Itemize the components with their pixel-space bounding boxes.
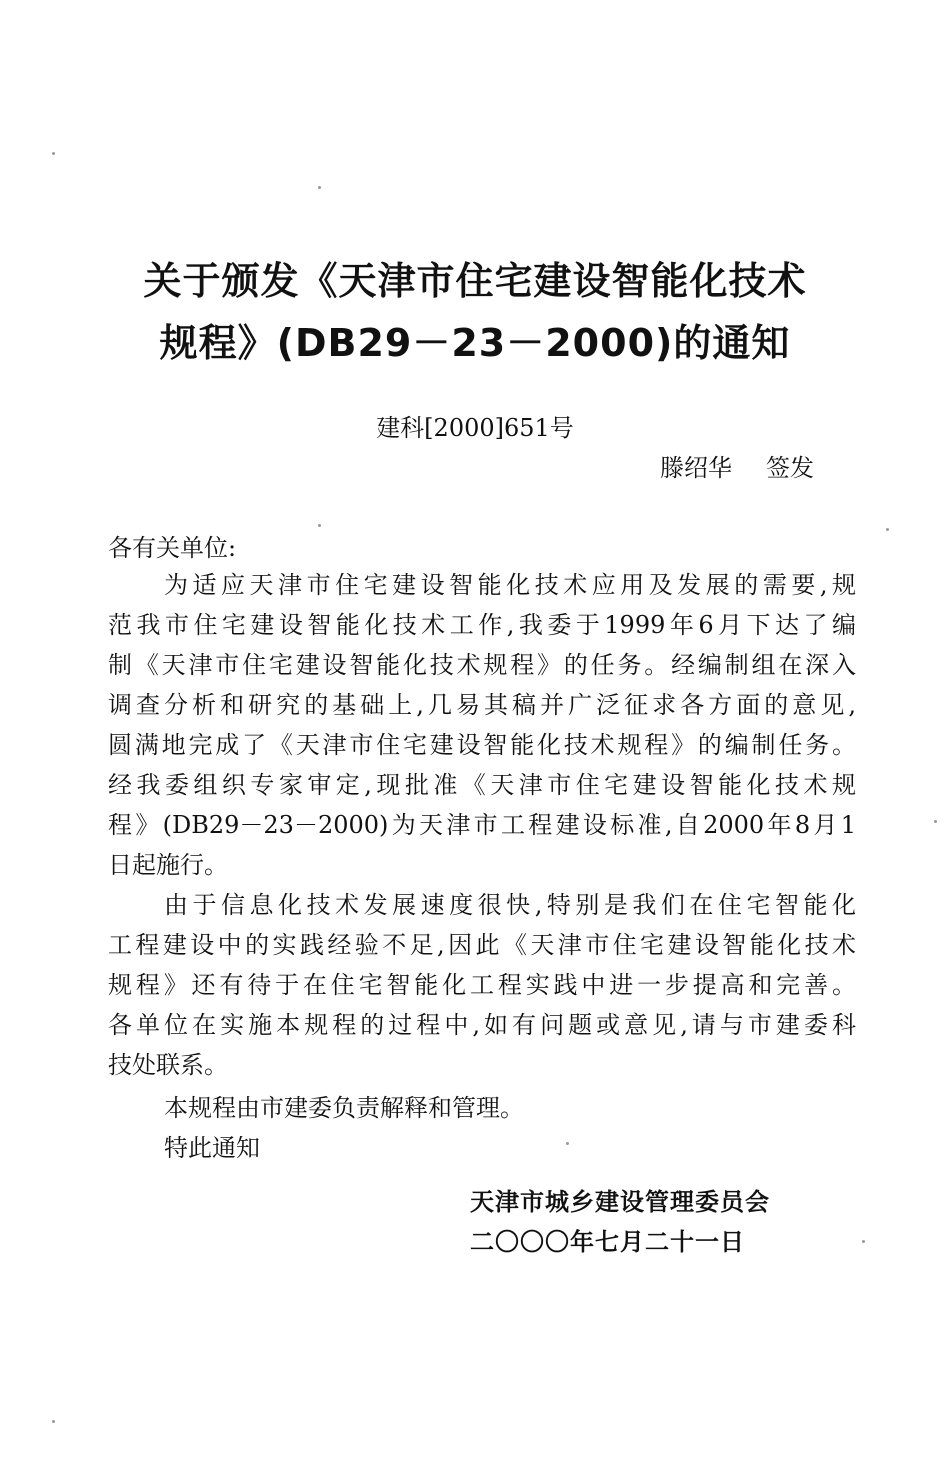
paragraph-line: 日起施行。 [108,851,228,879]
scan-speck [862,1240,865,1243]
signer-line [660,448,814,483]
notice-title-line-1: 关于颁发《天津市住宅建设智能化技术 [143,259,807,303]
paragraph-approval [108,565,856,885]
document-number: 建科[2000]651号 [376,414,574,442]
paragraph-line: 技处联系。 [108,1051,228,1079]
paragraph-improvement [108,885,856,1085]
paragraph-line: 规程》还有待于在住宅智能化工程实践中进一步提高和完善。 [108,971,856,999]
scan-speck [52,1420,55,1423]
signer-action: 签发 [766,454,814,482]
paragraph-line: 程》(DB29－23－2000)为天津市工程建设标准,自2000年8月1 [108,811,856,839]
notice-title-line-2: 规程》(DB29－23－2000)的通知 [159,321,791,365]
scan-speck [318,524,321,527]
issue-date: 二〇〇〇年七月二十一日 [470,1228,745,1256]
scan-speck [934,820,937,823]
paragraph-line: 工程建设中的实践经验不足,因此《天津市住宅建设智能化技术 [108,931,856,959]
paragraph-line: 经我委组织专家审定,现批准《天津市住宅建设智能化技术规 [108,771,856,799]
paragraph-line: 调查分析和研究的基础上,几易其稿并广泛征求各方面的意见, [108,691,856,719]
paragraph-closing: 特此通知 [164,1134,260,1162]
paragraph-line: 为适应天津市住宅建设智能化技术应用及发展的需要,规 [164,571,856,599]
scan-speck [52,152,55,155]
scan-speck [886,528,889,531]
paragraph-line: 由于信息化技术发展速度很快,特别是我们在住宅智能化 [164,891,856,919]
signer-name: 滕绍华 [660,454,732,482]
salutation: 各有关单位: [108,534,237,562]
paragraph-line: 制《天津市住宅建设智能化技术规程》的任务。经编制组在深入 [108,651,856,679]
issuing-organization: 天津市城乡建设管理委员会 [470,1188,770,1216]
paragraph-line: 圆满地完成了《天津市住宅建设智能化技术规程》的编制任务。 [108,731,856,759]
paragraph-line: 各单位在实施本规程的过程中,如有问题或意见,请与市建委科 [108,1011,856,1039]
scan-speck [566,1142,569,1145]
paragraph-interpretation: 本规程由市建委负责解释和管理。 [164,1094,524,1122]
scan-speck [318,186,321,189]
paragraph-line: 范我市住宅建设智能化技术工作,我委于1999年6月下达了编 [108,611,856,639]
